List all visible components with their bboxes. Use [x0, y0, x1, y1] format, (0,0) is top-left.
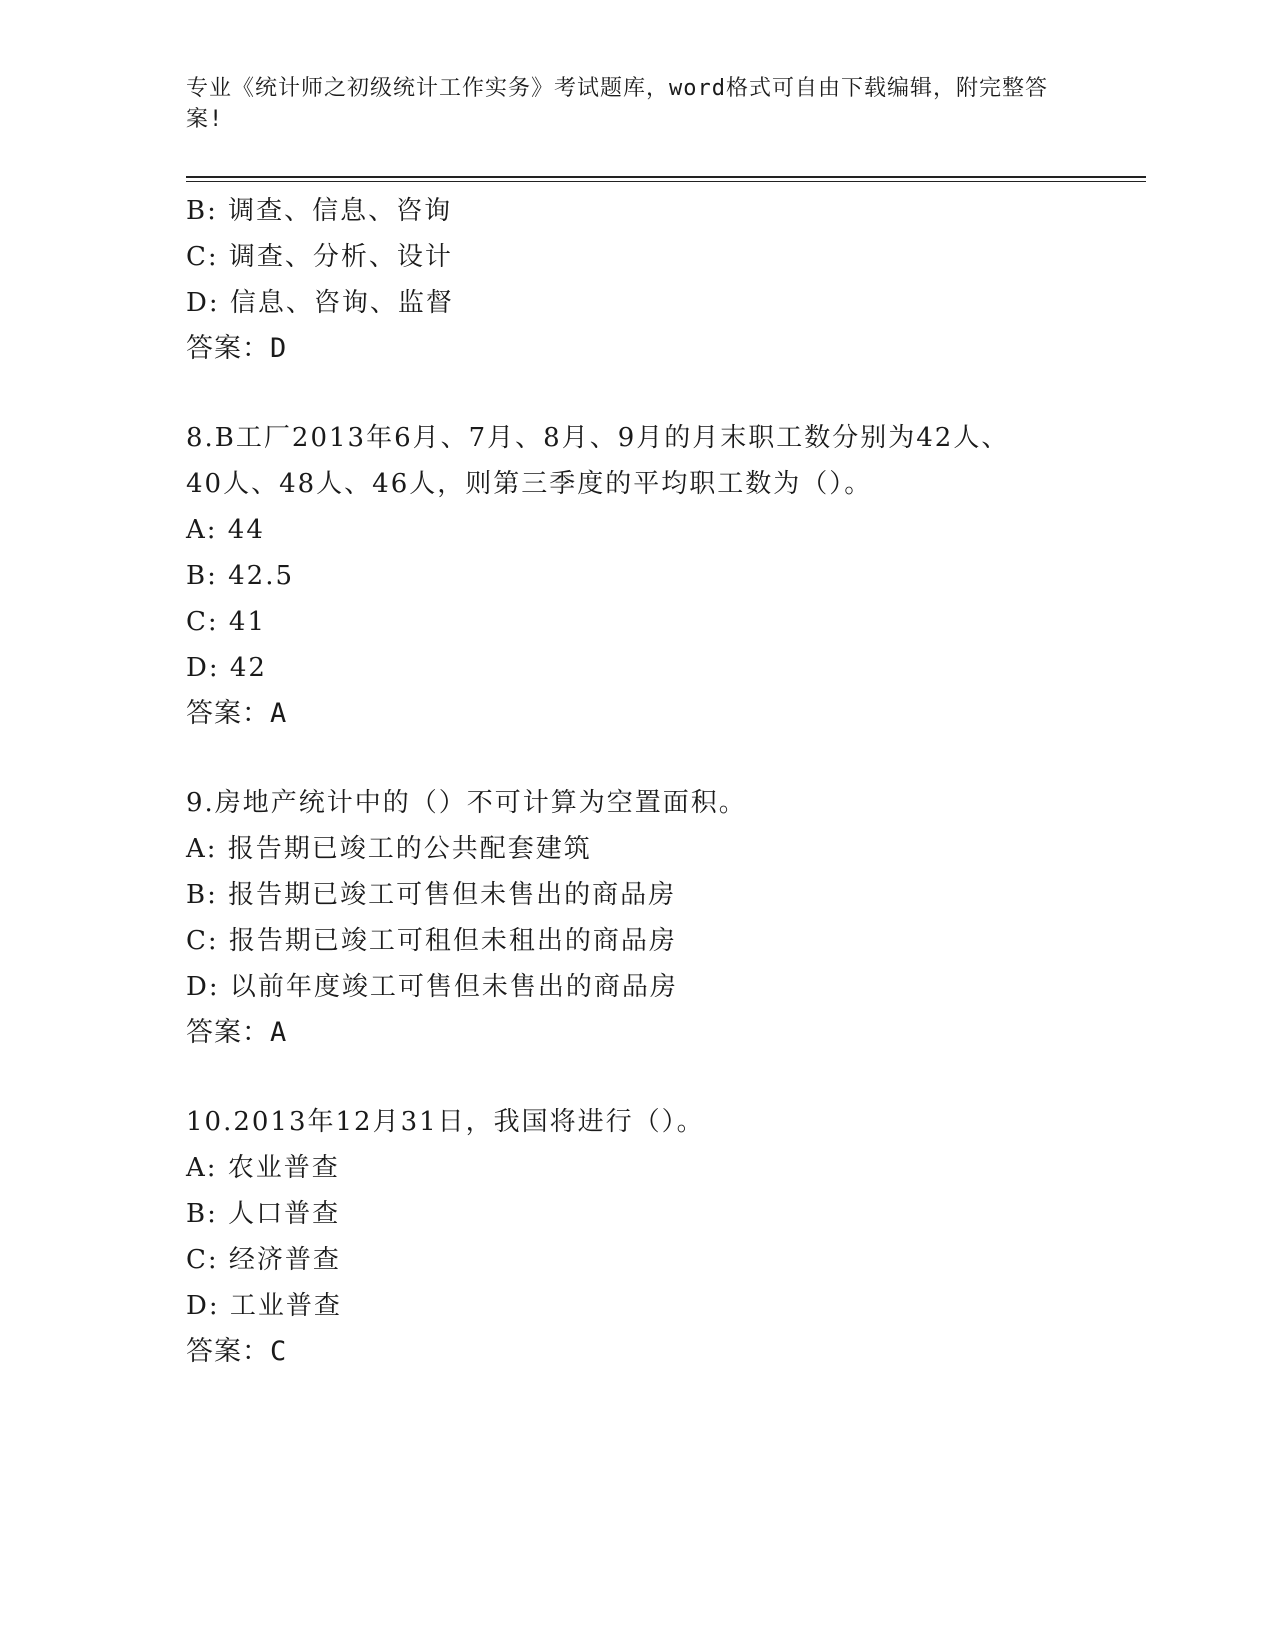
option-d: D: 42 [186, 653, 267, 683]
answer: 答案：A [186, 1017, 288, 1048]
option-d: D: 工业普查 [186, 1291, 342, 1321]
option-b: B: 人口普查 [186, 1199, 341, 1229]
question-stem: 10.2013年12月31日，我国将进行（）。 [186, 1107, 705, 1137]
option-b: B: 报告期已竣工可售但未售出的商品房 [186, 880, 677, 910]
option-d: D: 信息、咨询、监督 [186, 288, 454, 318]
previous-question-tail [186, 188, 1126, 372]
question-stem: 40人、48人、46人，则第三季度的平均职工数为（）。 [186, 469, 873, 499]
question-stem: 9.房地产统计中的（）不可计算为空置面积。 [186, 788, 747, 818]
option-c: C: 41 [186, 607, 267, 637]
option-d: D: 以前年度竣工可售但未售出的商品房 [186, 972, 678, 1002]
question-9 [186, 780, 1126, 1056]
option-a: A: 报告期已竣工的公共配套建筑 [186, 834, 592, 864]
question-10 [186, 1099, 1126, 1375]
header-rule-thick [186, 176, 1146, 178]
option-b: B: 调查、信息、咨询 [186, 196, 453, 226]
option-b: B: 42.5 [186, 561, 295, 591]
question-stem: 8.B工厂2013年6月、7月、8月、9月的月末职工数分别为42人、 [186, 423, 1010, 453]
option-c: C: 经济普查 [186, 1245, 341, 1275]
option-c: C: 报告期已竣工可租但未租出的商品房 [186, 926, 677, 956]
option-a: A: 44 [186, 515, 265, 545]
answer: 答案：D [186, 333, 288, 364]
option-c: C: 调查、分析、设计 [186, 242, 453, 272]
question-content [186, 188, 1126, 1375]
option-a: A: 农业普查 [186, 1153, 340, 1183]
question-8 [186, 415, 1126, 737]
answer: 答案：C [186, 1336, 288, 1367]
document-header: 专业《统计师之初级统计工作实务》考试题库，word格式可自由下载编辑，附完整答案! [186, 76, 1048, 132]
answer: 答案：A [186, 698, 288, 729]
header-rule-thin [186, 181, 1146, 182]
